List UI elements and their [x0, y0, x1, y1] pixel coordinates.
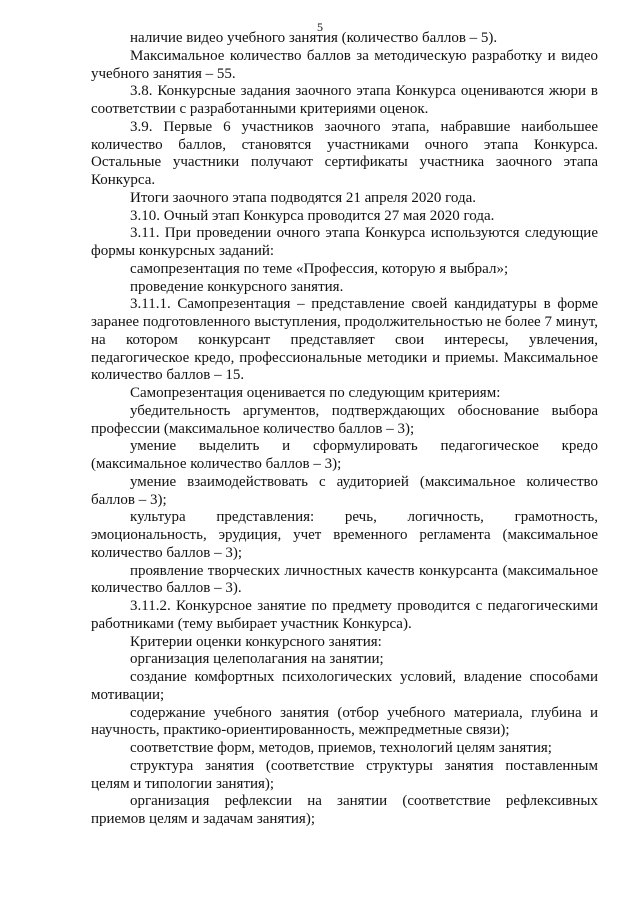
paragraph: соответствие форм, методов, приемов, технологий целям занятия; [130, 740, 552, 756]
paragraph: структура занятия (соответствие структуры занятия поставленным целям и типологии занятия); [91, 757, 598, 792]
paragraph: умение выделить и сформулировать педагогическое кредо (максимальное количество баллов – 3); [91, 438, 598, 472]
paragraph: Критерии оценки конкурсного занятия: [130, 633, 382, 650]
page-number: 5 [317, 20, 323, 34]
paragraph: 3.11. При проведении очного этапа Конкурса используются следующие формы конкурсных заданий: [91, 225, 598, 259]
paragraph: 3.11.1. Самопрезентация – представление своей кандидатуры в форме заранее подготовленного выступления, продолжительностью не более 7 минут, на котором конкурсант представляет свои интересы, увлечения, педагогическое кредо, профессиональные методики и приемы. Максимальное количество баллов – 15. [91, 296, 598, 384]
paragraph: создание комфортных психологических условий, владение способами мотивации; [91, 669, 598, 703]
paragraph: Итоги заочного этапа подводятся 21 апреля 2020 года. [130, 189, 477, 206]
paragraph: убедительность аргументов, подтверждающих обоснование выбора профессии (максимальное количество баллов – 3); [91, 402, 598, 437]
paragraph: умение взаимодействовать с аудиторией (максимальное количество баллов – 3); [91, 473, 598, 508]
paragraph: самопрезентация по теме «Профессия, которую я выбрал»; [130, 260, 509, 277]
paragraph: культура представления: речь, логичность, грамотность, эмоциональность, эрудиция, учет временного регламента (максимальное количество баллов – 3); [91, 509, 598, 561]
document-body [91, 30, 598, 829]
paragraph: организация рефлексии на занятии (соответствие рефлексивных приемов целям и задачам занятия); [91, 793, 598, 827]
paragraph: 3.10. Очный этап Конкурса проводится 27 мая 2020 года. [130, 207, 495, 224]
paragraph: организация целеполагания на занятии; [130, 651, 384, 668]
paragraph: 3.9. Первые 6 участников заочного этапа, набравшие наибольшее количество баллов, становятся участниками очного этапа Конкурса. Остальные участники получают сертификаты участника заочного этапа Конкурса. [91, 118, 598, 188]
paragraph: Самопрезентация оценивается по следующим критериям: [130, 385, 501, 401]
paragraph: наличие видео учебного занятия (количество баллов – 5). [130, 30, 498, 46]
paragraph: содержание учебного занятия (отбор учебного материала, глубина и научность, практико-ориентированность, межпредметные связи); [91, 704, 598, 739]
paragraph: 3.11.2. Конкурсное занятие по предмету проводится с педагогическими работниками (тему выбирает участник Конкурса). [91, 598, 598, 632]
paragraph: проведение конкурсного занятия. [130, 278, 344, 295]
paragraph: проявление творческих личностных качеств конкурсанта (максимальное количество баллов – 3). [91, 562, 598, 597]
paragraph: 3.8. Конкурсные задания заочного этапа Конкурса оцениваются жюри в соответствии с разработанными критериями оценок. [91, 83, 598, 117]
paragraph: Максимальное количество баллов за методическую разработку и видео учебного занятия – 55. [91, 47, 598, 82]
